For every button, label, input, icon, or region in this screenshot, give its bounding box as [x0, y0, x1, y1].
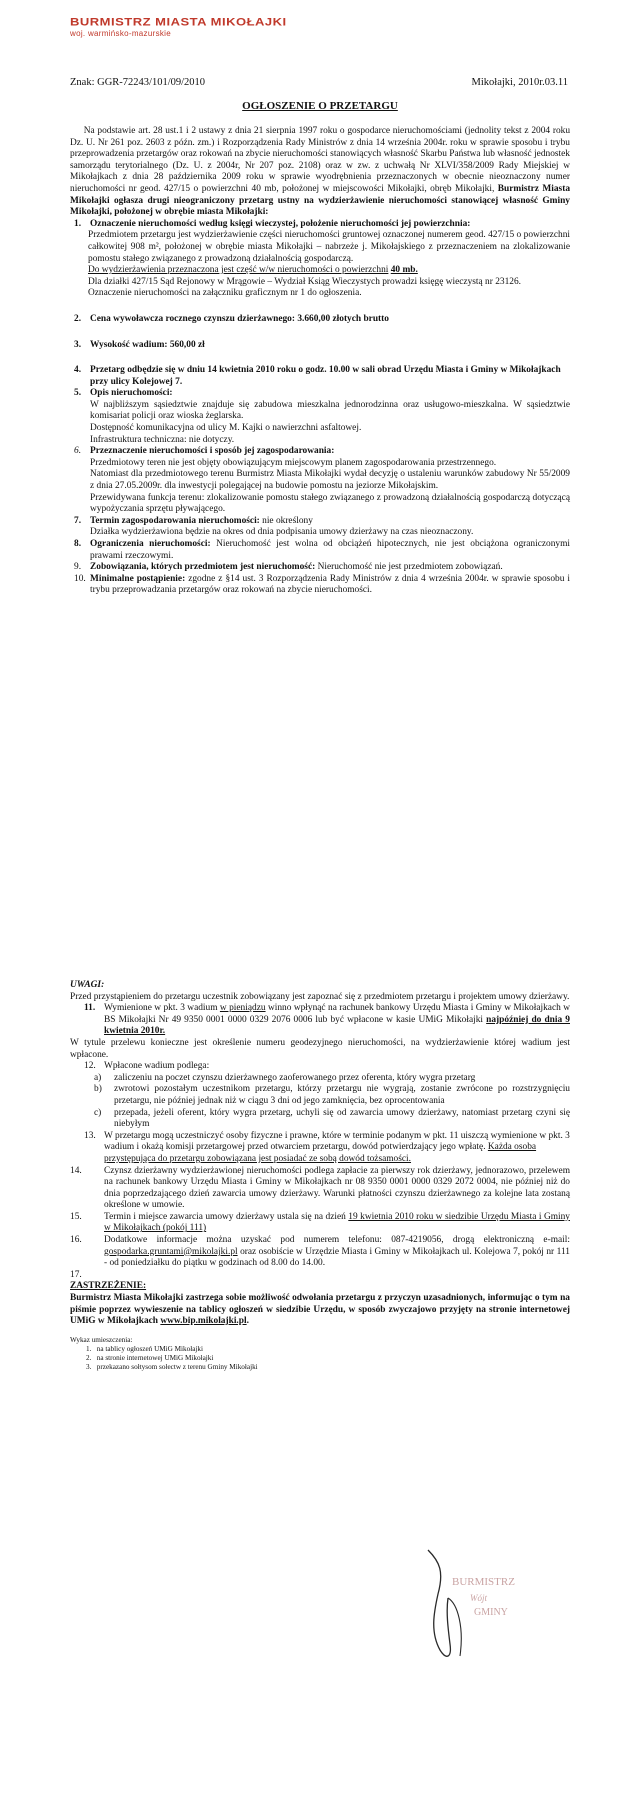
item-5-heading: Opis nieruchomości: — [90, 388, 173, 399]
item-12-heading: Wpłacone wadium podlega: — [104, 1061, 210, 1072]
item-3 — [70, 340, 570, 352]
item-6 — [70, 446, 570, 516]
signature-stamp-line-1: BURMISTRZ — [452, 1576, 515, 1588]
item-11-deadline: najpóźniej do dnia 9 kwietnia 2010r. — [104, 1014, 570, 1037]
item-9 — [70, 562, 570, 574]
item-9-heading: Zobowiązania, których przedmiotem jest nieruchomość: — [90, 562, 316, 573]
item-12-c-letter: c) — [94, 1107, 102, 1118]
item-3-number: 3. — [74, 339, 82, 350]
item-1-paragraph-1: Przedmiotem przetargu jest wydzierżawienie części nieruchomości gruntowej oznaczonej numerem geod. 427/15 o powierzchni całkowitej 908 m², położonej w obrębie miasta Mikołajki – nabrzeże j. Mikołajskiego z przeznaczeniem na zlokalizowanie pomostu stałego związanego z prowadzoną działalnością gospodarczą. — [88, 230, 570, 264]
item-16 — [70, 1235, 570, 1270]
item-16-number: 16. — [70, 1235, 82, 1246]
announcement-body — [70, 126, 570, 597]
item-6-line-3: Przewidywana funkcja terenu: zlokalizowanie pomostu stałego związanego z prowadzoną działalnością gospodarczą dotyczącą wypożyczania sprzętu pływającego. — [90, 492, 570, 515]
stamp-region: woj. warmińsko-mazurskie — [70, 29, 171, 38]
item-12-b — [70, 1084, 570, 1107]
posting-item-1-text: na tablicy ogłoszeń UMiG Mikołajki — [96, 1345, 203, 1354]
item-13-underlined: Każda osoba przystępująca do przetargu zobowiązana jest posiadać ze sobą dowód tożsamości. — [104, 1142, 537, 1164]
item-7-tail: nie określony — [259, 515, 313, 526]
bip-link[interactable]: www.bip.mikolajki.pl — [160, 1316, 247, 1327]
item-7-heading: Termin zagospodarowania nieruchomości: — [90, 515, 260, 526]
item-3-text: Wysokość wadium: 560,00 zł — [90, 339, 205, 350]
item-12-a-letter: a) — [94, 1072, 102, 1083]
posting-list — [70, 1336, 570, 1373]
item-1-p2-underlined: część w/w nieruchomości o powierzchni — [236, 265, 389, 276]
page-title: OGŁOSZENIE O PRZETARGU — [242, 100, 398, 112]
item-4-number: 4. — [74, 365, 82, 376]
posting-item-1-number: 1. — [86, 1345, 92, 1354]
posting-item-2-number: 2. — [86, 1354, 92, 1363]
item-1-number: 1. — [74, 218, 82, 229]
item-6-line-2: Natomiast dla przedmiotowego terenu Burmistrz Miasta Mikołajki wydał decyzję o ustaleniu warunków zabudowy Nr 55/2009 z dnia 27.05.2009r. dla inwestycji polegającej na budowie pomostu na jeziorze Mikołajskim. — [90, 469, 570, 492]
transfer-title-note: W tytule przelewu konieczne jest określenie numeru geodezyjnego nieruchomości, na wydzierżawienie której wadium jest wpłacone. — [70, 1037, 570, 1060]
item-1 — [70, 219, 570, 231]
item-1-heading: Oznaczenie nieruchomości według księgi wieczystej, położenie nieruchomości jej powierzchnia: — [90, 218, 471, 229]
posting-item-3-number: 3. — [86, 1363, 92, 1372]
item-8-tail: Nieruchomość jest wolna od obciążeń hipotecznych, nie jest obciążona ograniczonymi prawami rzeczowymi. — [90, 539, 571, 561]
posting-list-item — [70, 1345, 570, 1354]
item-7-number: 7. — [74, 515, 82, 526]
remarks-section — [70, 980, 570, 1373]
posting-list-label: Wykaz umieszczenia: — [70, 1335, 133, 1344]
posting-list-item — [70, 1363, 570, 1372]
item-6-line-1: Przedmiotowy teren nie jest objęty obowiązującym miejscowym planem zagospodarowania przestrzennego. — [90, 457, 497, 468]
item-1-paragraph-2 — [88, 265, 570, 277]
item-6-heading: Przeznaczenie nieruchomości i sposób jej zagospodarowania: — [90, 446, 335, 457]
intro-paragraph — [70, 126, 570, 219]
item-12 — [70, 1061, 570, 1073]
item-8-heading: Ograniczenia nieruchomości: — [90, 539, 211, 549]
reservation-label: ZASTRZEŻENIE: — [70, 1281, 147, 1292]
item-14-number: 14. — [70, 1165, 82, 1176]
item-12-number: 12. — [84, 1061, 96, 1072]
document-date: Mikołajki, 2010r.03.11 — [471, 77, 568, 88]
item-15-text: Termin i miejsce zawarcia umowy dzierżawy ustala się na dzień — [104, 1211, 349, 1222]
item-5-line-1: W najbliższym sąsiedztwie znajduje się zabudowa mieszkalna jednorodzinna oraz usługowo-mieszkalna. W sąsiedztwie komisariat policji oraz wioska żeglarska. — [90, 399, 570, 422]
item-5 — [70, 388, 570, 446]
item-9-tail: Nieruchomość nie jest przedmiotem zobowiązań. — [315, 562, 503, 573]
reservation-text — [70, 1293, 570, 1328]
item-2 — [70, 314, 570, 326]
signature-stamp — [400, 1532, 570, 1672]
item-9-number: 9. — [74, 562, 82, 573]
posting-item-3-text: przekazano sołtysom sołectw z terenu Gminy Mikołajki — [96, 1363, 258, 1372]
item-11-underlined: w pieniądzu — [219, 1003, 266, 1014]
item-10 — [70, 574, 570, 597]
office-stamp — [70, 14, 287, 38]
item-15-number: 15. — [70, 1211, 82, 1222]
item-8 — [70, 539, 570, 562]
item-13-text: W przetargu mogą uczestniczyć osoby fizyczne i prawne, które w terminie podanym w pkt. 11 uiszczą wymienione w pkt. 3 wadium i okażą komisji przetargowej przed otwarciem przetargu, dowód potwierdzający jego wpłatę. — [104, 1130, 570, 1153]
signature-stamp-line-2: Wójt — [470, 1593, 487, 1603]
item-12-a — [70, 1073, 570, 1085]
stamp-title: BURMISTRZ MIASTA MIKOŁAJKI — [70, 15, 287, 28]
item-11 — [70, 1003, 570, 1038]
item-1-paragraph-3: Dla działki 427/15 Sąd Rejonowy w Mrągowie – Wydział Ksiąg Wieczystych prowadzi księgę wieczystą nr 23126. — [88, 276, 521, 287]
item-13 — [70, 1131, 570, 1166]
item-2-number: 2. — [74, 313, 82, 324]
item-16-text-a: Dodatkowe informacje można uzyskać pod numerem telefonu: 087-4219056, drogą elektroniczną e-mail: — [104, 1235, 570, 1246]
item-4 — [70, 365, 570, 388]
item-12-c — [70, 1108, 570, 1131]
remarks-label: UWAGI: — [70, 980, 105, 990]
signature-stamp-line-3: GMINY — [474, 1607, 508, 1618]
item-16-text-b: oraz osobiście w Urzędzie Miasta i Gminy w Mikołajkach ul. Kolejowa 7, pokój nr 111 - od poniedziałku do piątku w godzinach od 8.00 do 14.00. — [104, 1246, 570, 1269]
posting-list-item — [70, 1354, 570, 1363]
item-13-number: 13. — [84, 1130, 96, 1141]
item-1-p2-bold: 40 mb. — [390, 265, 418, 276]
posting-item-2-text: na stronie internetowej UMiG Mikołajki — [96, 1354, 214, 1363]
item-10-number: 10. — [74, 573, 86, 584]
email-link[interactable]: gospodarka.gruntami@mikolajki.pl — [104, 1246, 238, 1257]
item-8-number: 8. — [74, 539, 82, 549]
item-7-line: Działka wydzierżawiona będzie na okres od dnia podpisania umowy dzierżawy na czas nieoznaczony. — [90, 527, 474, 538]
item-11-text-a: Wymienione w pkt. 3 wadium — [104, 1003, 220, 1014]
item-4-text: Przetarg odbędzie się w dniu 14 kwietnia 2010 roku o godz. 10.00 w sali obrad Urzędu Miasta i Gminy w Mikołajkach przy ulicy Kolejowej 7. — [90, 365, 561, 387]
item-1-content — [70, 230, 570, 300]
item-10-heading: Minimalne postąpienie: — [90, 573, 186, 584]
item-2-text: Cena wywoławcza rocznego czynszu dzierżawnego: 3.660,00 złotych brutto — [90, 313, 389, 324]
reservation-end: . — [246, 1316, 249, 1327]
item-1-p2-text: Do wydzierżawienia przeznaczona jest — [88, 265, 237, 276]
item-12-b-text: zwrotowi pozostałym uczestnikom przetargu, którzy przetargu nie wygrają, zostanie zwrócone po rozstrzygnięciu przetargu, nie później jednak niż w ciągu 3 dni od jego zamknięcia, bez oprocentowania — [114, 1084, 570, 1106]
remarks-intro: Przed przystąpieniem do przetargu uczestnik zobowiązany jest zapoznać się z przedmiotem przetargu i projektem umowy dzierżawy. — [70, 991, 570, 1002]
item-5-line-2: Dostępność komunikacyjna od ulicy M. Kajki o nawierzchni asfaltowej. — [90, 423, 362, 434]
item-5-line-3: Infrastruktura techniczna: nie dotyczy. — [90, 434, 235, 445]
item-10-tail: zgodne z §14 ust. 3 Rozporządzenia Rady Ministrów z dnia 4 września 2004r. w sprawie sposobu i trybu przeprowadzania przetargów oraz rokowań na zbycie nieruchomości. — [90, 573, 570, 596]
item-15-underlined: 19 kwietnia 2010 roku w siedzibie Urzędu Miasta i Gminy w Mikołajkach (pokój 111) — [104, 1211, 570, 1234]
item-14-text: Czynsz dzierżawny wydzierżawionej nieruchomości podlega zapłacie za pierwszy rok dzierżawy, jednorazowo, przelewem na rachunek bankowy Urzędu Miasta i Gminy w Mikołajkach nr 08 9350 0001 0000 0329 2072 0004, nie później niż do dnia poprzedzającego dzień zawarcia umowy dzierżawy. Warunki płatności czynszu dzierżawnego za kolejne lata zostaną określone w umowie. — [104, 1165, 570, 1211]
item-15 — [70, 1212, 570, 1235]
item-12-a-text: zaliczeniu na poczet czynszu dzierżawnego zaoferowanego przez oferenta, który wygra przetarg — [114, 1072, 476, 1083]
intro-text: Na podstawie art. 28 ust.1 i 2 ustawy z dnia 21 sierpnia 1997 roku o gospodarce nieruchomościami (jednolity tekst z 2004 roku Dz. U. Nr 261 poz. 2603 z późn. zm.) i Rozporządzenia Rady Ministrów z dnia 14 września 2004r. roku w sprawie sposobu i trybu przeprowadzenia przetargów oraz rokowań na zbycie nieruchomości stanowiących własność Skarbu Państwa lub własność jednostek samorządu terytorialnego (Dz. U. z 2004r, Nr 207 poz. 2108) oraz w zw. z uchwałą Nr XLVI/358/2009 Rady Miejskiej w Mikołajkach z dnia 28 października 2009 roku w sprawie wyodrębnienia przeznaczonych w obecnie nieoznaczony numer nieruchomości nr geod. 427/15 o powierzchni 40 mb, położonej w miejscowości Mikołajki, obręb Mikołajki, — [70, 126, 571, 194]
item-5-number: 5. — [74, 388, 82, 399]
item-14 — [70, 1166, 570, 1212]
item-17-number: 17. — [70, 1269, 82, 1280]
reservation-body: Burmistrz Miasta Mikołajki zastrzega sobie możliwość odwołania przetargu z przyczyn uzasadnionych, informując o tym na piśmie poprzez wywieszenie na tablicy ogłoszeń w siedzibie Urzędu, w sposób zwyczajowo przyjęty na stronie internetowej UMiG w Mikołajkach — [70, 1293, 570, 1327]
item-17 — [70, 1270, 570, 1282]
item-12-b-letter: b) — [94, 1084, 102, 1095]
item-1-paragraph-4: Oznaczenie nieruchomości na załączniku graficznym nr 1 do ogłoszenia. — [88, 288, 362, 299]
item-6-number: 6. — [74, 446, 82, 457]
item-7 — [70, 516, 570, 539]
item-12-c-text: przepada, jeżeli oferent, który wygra przetarg, uchyli się od zawarcia umowy dzierżawy, natomiast przetarg czyni się niebyłym — [114, 1107, 570, 1130]
item-11-number: 11. — [84, 1003, 96, 1014]
reference-number: Znak: GGR-72243/101/09/2010 — [70, 77, 206, 88]
intro-bold-text: Burmistrz Miasta Mikołajki ogłasza drugi nieograniczony przetarg ustny na wydzierżawienie nieruchomości stanowiącej własność Gminy Mikołajki, położonej w obrębie miasta Mikołajki: — [70, 183, 571, 218]
item-11-text-b: winno wpłynąć na rachunek bankowy Urzędu Miasta i Gminy w Mikołajkach w BS Mikołajki Nr 49 9350 0001 0000 0329 2076 0006 lub być wpłacone w kasie UMiG Mikołajki — [104, 1003, 570, 1025]
